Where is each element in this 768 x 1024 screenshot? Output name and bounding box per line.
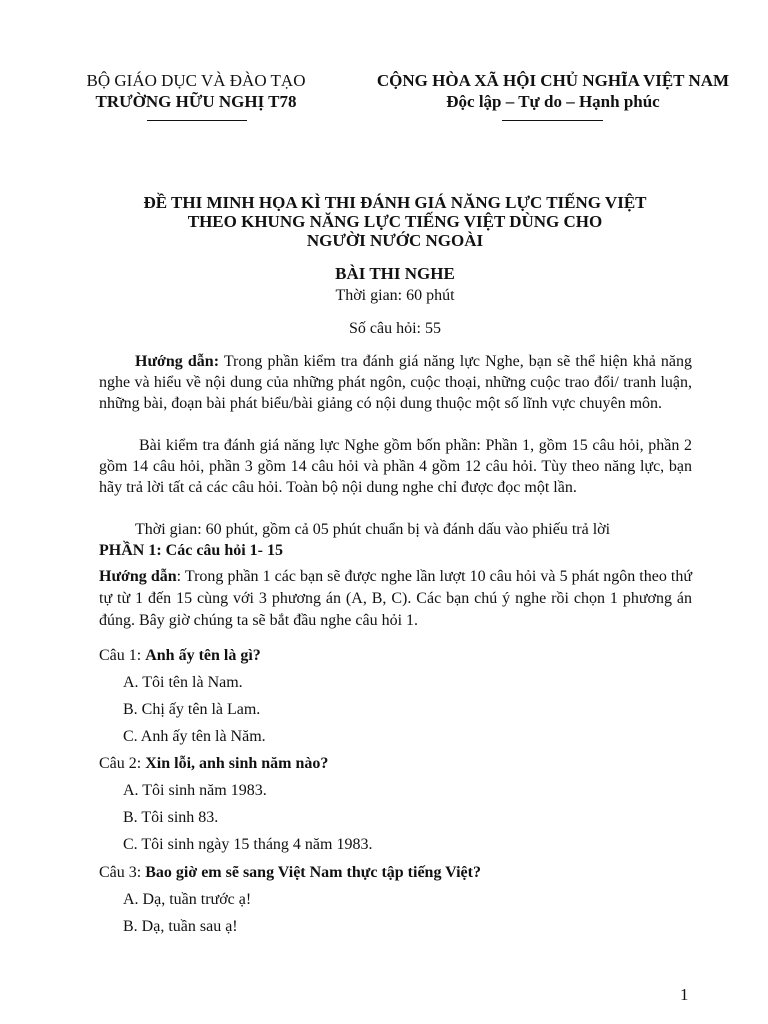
question-3-option-a: A. Dạ, tuần trước ạ!: [123, 891, 252, 908]
part1-guide: [99, 566, 692, 632]
part1-heading: PHẦN 1: Các câu hỏi 1- 15: [99, 542, 283, 559]
exam-title-line2: THEO KHUNG NĂNG LỰC TIẾNG VIỆT DÙNG CHO: [187, 212, 603, 231]
question-1-text: Anh ấy tên là gì?: [145, 647, 261, 664]
question-3-text: Bao giờ em sẽ sang Việt Nam thực tập tiếng Việt?: [145, 864, 481, 881]
instructions-label: Hướng dẫn:: [135, 353, 220, 370]
exam-time: Thời gian: 60 phút: [335, 287, 455, 304]
left-header-rule: [147, 120, 247, 121]
question-2-option-b: B. Tôi sinh 83.: [123, 809, 219, 826]
question-3: [99, 863, 481, 883]
school-name: TRƯỜNG HỮU NGHỊ T78: [95, 92, 297, 111]
question-2-option-a: A. Tôi sinh năm 1983.: [123, 782, 267, 799]
exam-name: BÀI THI NGHE: [335, 264, 455, 283]
page-number: 1: [680, 985, 689, 1004]
question-2-prefix: Câu 2:: [99, 755, 146, 772]
part1-guide-label: Hướng dẫn: [99, 568, 177, 585]
country-name: CỘNG HÒA XÃ HỘI CHỦ NGHĨA VIỆT NAM: [376, 71, 730, 90]
question-1-option-a: A. Tôi tên là Nam.: [123, 674, 243, 691]
question-count: Số câu hỏi: 55: [349, 320, 441, 337]
ministry-name: BỘ GIÁO DỤC VÀ ĐÀO TẠO: [86, 71, 306, 90]
instructions-paragraph-1: [99, 351, 692, 414]
question-2: [99, 754, 328, 774]
right-header-rule: [502, 120, 603, 121]
question-3-prefix: Câu 3:: [99, 864, 146, 881]
question-1-option-c: C. Anh ấy tên là Năm.: [123, 728, 266, 745]
instructions-paragraph-2: Bài kiểm tra đánh giá năng lực Nghe gồm bốn phần: Phần 1, gồm 15 câu hỏi, phần 2 gồm 14 câu hỏi, phần 3 gồm 14 câu hỏi và phần 4 gồm 12 câu hỏi. Tùy theo năng lực, bạn hãy trả lời tất cả các câu hỏi. Toàn bộ nội dung nghe chỉ được đọc một lần.: [99, 437, 692, 496]
question-1-prefix: Câu 1:: [99, 647, 146, 664]
question-1: [99, 646, 261, 666]
exam-title-line1: ĐỀ THI MINH HỌA KÌ THI ĐÁNH GIÁ NĂNG LỰC TIẾNG VIỆT: [143, 193, 647, 212]
exam-title-line3: NGƯỜI NƯỚC NGOÀI: [306, 231, 484, 250]
part1-guide-text: : Trong phần 1 các bạn sẽ được nghe lần lượt 10 câu hỏi và 5 phát ngôn theo thứ tự từ 1 đến 15 cùng với 3 phương án (A, B, C). Các bạn chú ý nghe rồi chọn 1 phương án đúng. Bây giờ chúng ta sẽ bắt đầu nghe câu hỏi 1.: [99, 568, 692, 629]
national-motto: Độc lập – Tự do – Hạnh phúc: [446, 92, 660, 111]
question-2-option-c: C. Tôi sinh ngày 15 tháng 4 năm 1983.: [123, 836, 373, 853]
instructions-text-1: Trong phần kiểm tra đánh giá năng lực Nghe, bạn sẽ thể hiện khả năng nghe và hiểu về nội dung của những phát ngôn, cuộc thoại, những cuộc trao đổi/ tranh luận, những bài, đoạn bài phát biểu/bài giảng có nội dung thuộc một số lĩnh vực chuyên môn.: [99, 353, 693, 412]
question-3-option-b: B. Dạ, tuần sau ạ!: [123, 918, 238, 935]
question-1-option-b: B. Chị ấy tên là Lam.: [123, 701, 261, 718]
instructions-paragraph-3: Thời gian: 60 phút, gồm cả 05 phút chuẩn bị và đánh dấu vào phiếu trả lời: [135, 521, 611, 538]
question-2-text: Xin lỗi, anh sinh năm nào?: [145, 755, 329, 772]
